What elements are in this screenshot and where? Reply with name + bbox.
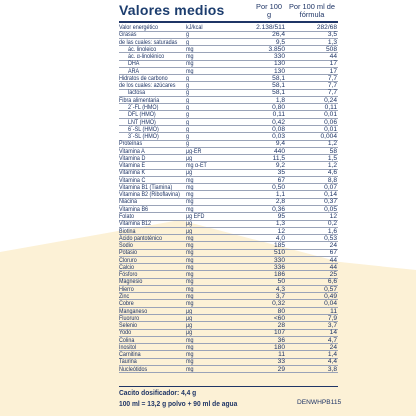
nutrient-unit: g <box>186 140 190 148</box>
nutrient-name: ác. linoleico <box>128 45 157 53</box>
value-per-100ml: 0,004 <box>320 133 337 141</box>
nutrient-unit: kJ/kcal <box>186 24 203 31</box>
nutrient-name: de los cuales: azúcares <box>119 82 176 90</box>
table-row <box>0 53 416 60</box>
value-per-100g: 1,1 <box>275 191 285 199</box>
table-row <box>0 126 416 133</box>
value-per-100ml: 282/68 <box>316 24 337 31</box>
nutrient-name: Potasio <box>119 249 138 257</box>
nutrient-name: 3´-SL (HMO) <box>128 133 159 141</box>
nutrient-unit: mg <box>186 176 194 184</box>
value-per-100ml: 1,6 <box>327 227 337 235</box>
nutrient-name: Hierro <box>119 285 134 293</box>
column-header-per-100ml: Por 100 ml de fórmula <box>288 2 335 19</box>
table-row <box>0 75 416 82</box>
value-per-100ml: 0,07 <box>324 183 337 191</box>
value-per-100ml: 1,3 <box>327 38 337 46</box>
nutrient-unit: mg <box>186 183 194 191</box>
value-per-100g: 0,42 <box>272 118 285 126</box>
value-per-100g: 35 <box>277 169 285 177</box>
nutrient-unit: mg <box>186 358 194 366</box>
nutrient-unit: mg <box>186 365 194 373</box>
value-per-100g: 67 <box>277 176 285 184</box>
footer-rule <box>119 386 338 387</box>
value-per-100ml: 1,5 <box>327 154 337 162</box>
nutrient-name: Magnesio <box>119 278 143 286</box>
value-per-100g: 36 <box>277 336 285 344</box>
value-per-100g: 9,5 <box>275 38 285 46</box>
nutrient-name: Hidratos de carbono <box>119 74 168 82</box>
table-row <box>0 235 416 242</box>
value-per-100ml: 25 <box>329 271 337 279</box>
nutrient-unit: mg <box>186 256 194 264</box>
value-per-100g: 186 <box>273 271 285 279</box>
table-row <box>0 198 416 205</box>
value-per-100g: 11,5 <box>272 154 285 162</box>
nutrient-unit: mg <box>186 285 194 293</box>
value-per-100ml: 0,11 <box>324 103 337 111</box>
value-per-100ml: 67 <box>329 249 337 257</box>
value-per-100g: 9,2 <box>275 162 285 170</box>
nutrient-unit: mg <box>186 278 194 286</box>
table-row <box>0 104 416 111</box>
nutrient-name: Cloruro <box>119 256 137 264</box>
nutrient-name: Selenio <box>119 322 138 330</box>
value-per-100g: 330 <box>273 53 285 61</box>
nutrient-unit: mg <box>186 351 194 359</box>
table-row <box>0 184 416 191</box>
table-row <box>0 322 416 329</box>
table-row <box>0 162 416 169</box>
value-per-100g: 58,1 <box>272 89 285 97</box>
nutrient-unit: mg <box>186 343 194 351</box>
value-per-100g: 95 <box>277 213 285 221</box>
value-per-100ml: 44 <box>329 53 337 61</box>
preparation-info: 100 ml = 13,2 g polvo + 90 ml de agua <box>119 399 238 408</box>
table-row <box>0 82 416 89</box>
table-row <box>0 111 416 118</box>
nutrient-name: Niacina <box>119 198 138 206</box>
value-per-100ml: 44 <box>329 263 337 271</box>
table-row <box>0 228 416 235</box>
table-row <box>0 213 416 220</box>
value-per-100g: 1,8 <box>275 96 285 104</box>
value-per-100ml: 44 <box>329 256 337 264</box>
table-row <box>0 351 416 358</box>
value-per-100ml: 0,05 <box>324 205 337 213</box>
nutrient-unit: mg <box>186 60 194 68</box>
nutrient-name: Folato <box>119 213 135 221</box>
value-per-100ml: 7,7 <box>327 89 337 97</box>
value-per-100g: 0,11 <box>272 111 285 119</box>
value-per-100ml: 0,04 <box>324 300 337 308</box>
value-per-100ml: 58 <box>329 147 337 155</box>
value-per-100g: 80 <box>277 307 285 315</box>
value-per-100ml: 0,24 <box>324 96 337 104</box>
nutrient-unit: mg <box>186 300 194 308</box>
nutrient-name: Inositol <box>119 343 137 351</box>
nutrient-unit: μg <box>186 314 193 322</box>
value-per-100ml: 12 <box>329 213 337 221</box>
table-row <box>0 97 416 104</box>
nutrient-name: Vitamina D <box>119 154 146 162</box>
value-per-100ml: 0,53 <box>324 234 337 242</box>
nutrient-name: Colina <box>119 336 135 344</box>
nutrient-name: DHA <box>128 60 140 68</box>
nutrient-name: Grasas <box>119 31 137 39</box>
nutrient-name: Vitamina B2 (Riboflavina) <box>119 191 180 199</box>
nutrient-name: Biotina <box>119 227 136 235</box>
value-per-100g: 50 <box>277 278 285 286</box>
value-per-100g: 510 <box>273 249 285 257</box>
value-per-100g: 336 <box>273 263 285 271</box>
nutrient-unit: g <box>186 38 190 46</box>
nutrient-unit: g <box>186 111 190 119</box>
nutrient-unit: g <box>186 82 190 90</box>
table-row <box>0 39 416 46</box>
scoop-info: Cacito dosificador: 4,4 g <box>119 388 197 397</box>
nutrient-unit: mg <box>186 53 194 61</box>
table-row <box>0 278 416 285</box>
table-row <box>0 329 416 336</box>
nutrient-unit: mg <box>186 205 194 213</box>
value-per-100ml: 17 <box>329 67 337 75</box>
table-row <box>0 220 416 227</box>
value-per-100g: 330 <box>273 256 285 264</box>
table-row <box>0 68 416 75</box>
nutrient-unit: μg EFD <box>186 213 205 221</box>
nutrient-name: Carnitina <box>119 351 141 359</box>
nutrient-unit: mg α-ET <box>186 162 207 170</box>
header-rule <box>119 21 338 23</box>
value-per-100g: 29 <box>277 365 285 373</box>
value-per-100g: 11 <box>278 351 285 359</box>
table-row <box>0 286 416 293</box>
value-per-100g: 4,3 <box>275 285 285 293</box>
nutrient-name: Fibra alimentaria <box>119 96 160 104</box>
nutrient-unit: g <box>186 96 190 104</box>
nutrient-unit: μg <box>186 169 193 177</box>
nutrient-name: Zinc <box>119 292 130 300</box>
value-per-100ml: 3,7 <box>327 322 337 330</box>
nutrient-unit: g <box>186 89 190 97</box>
value-per-100ml: 0,01 <box>324 111 337 119</box>
nutrient-unit: μg <box>186 322 193 330</box>
value-per-100g: 3.850 <box>268 45 285 53</box>
nutrient-name: Vitamina E <box>119 162 146 170</box>
nutrient-name: Vitamina B6 <box>119 205 149 213</box>
nutrient-unit: μg-ER <box>186 147 202 155</box>
value-per-100ml: 14 <box>329 329 337 337</box>
table-row <box>0 264 416 271</box>
nutrient-unit: mg <box>186 292 194 300</box>
nutrient-name: Vitamina B12 <box>119 220 152 228</box>
nutrient-name: 6´-SL (HMO) <box>128 125 159 133</box>
value-per-100ml: 1,2 <box>327 140 337 148</box>
nutrient-unit: g <box>186 31 190 39</box>
row-divider <box>119 372 338 373</box>
value-per-100g: 12 <box>277 227 285 235</box>
value-per-100g: 130 <box>273 67 285 75</box>
nutrient-unit: g <box>186 74 190 82</box>
nutrient-unit: mg <box>186 45 194 53</box>
value-per-100ml: 24 <box>329 343 337 351</box>
column-header-per-100g: Por 100 g <box>256 2 282 19</box>
nutrient-unit: mg <box>186 263 194 271</box>
table-row <box>0 249 416 256</box>
value-per-100g: 185 <box>273 242 285 250</box>
table-row <box>0 169 416 176</box>
table-row <box>0 133 416 140</box>
nutrient-name: Ácido pantoténico <box>119 234 162 242</box>
value-per-100g: 58,1 <box>272 74 285 82</box>
nutrient-name: Proteínas <box>119 140 143 148</box>
table-row <box>0 358 416 365</box>
table-row <box>0 60 416 67</box>
table-row <box>0 148 416 155</box>
nutrient-unit: mg <box>186 242 194 250</box>
table-row <box>0 155 416 162</box>
table-row <box>0 191 416 198</box>
value-per-100g: 9,4 <box>275 140 285 148</box>
value-per-100ml: 7,7 <box>327 74 337 82</box>
table-row <box>0 46 416 53</box>
nutrient-name: Fluoruro <box>119 314 140 322</box>
table-row <box>0 89 416 96</box>
value-per-100g: 33 <box>277 358 285 366</box>
value-per-100g: 58,1 <box>272 82 285 90</box>
table-row <box>0 140 416 147</box>
value-per-100g: 0,03 <box>272 133 285 141</box>
value-per-100g: 107 <box>273 329 285 337</box>
nutrient-name: Manganeso <box>119 307 148 315</box>
value-per-100g: 0,08 <box>272 125 285 133</box>
nutrient-name: Yodo <box>119 329 132 337</box>
value-per-100ml: 17 <box>329 60 337 68</box>
value-per-100ml: 4,4 <box>327 358 337 366</box>
nutrient-name: 2´-FL (HMO) <box>128 103 159 111</box>
table-row <box>0 242 416 249</box>
value-per-100ml: 508 <box>325 45 337 53</box>
table-title: Valores medios <box>119 2 225 18</box>
value-per-100g: 1,3 <box>275 220 285 228</box>
table-row <box>0 177 416 184</box>
value-per-100g: 0,50 <box>272 183 285 191</box>
nutrient-name: Vitamina K <box>119 169 146 177</box>
nutrient-unit: mg <box>186 191 194 199</box>
value-per-100ml: 0,37 <box>324 198 337 206</box>
value-per-100ml: 7,7 <box>327 82 337 90</box>
table-row <box>0 271 416 278</box>
value-per-100ml: 3,8 <box>327 365 337 373</box>
value-per-100g: 0,36 <box>272 205 285 213</box>
table-row <box>0 119 416 126</box>
table-row <box>0 315 416 322</box>
value-per-100ml: 3,5 <box>327 31 337 39</box>
value-per-100g: 130 <box>273 60 285 68</box>
value-per-100ml: 0,57 <box>324 285 337 293</box>
product-code: DENWHPB115 <box>297 399 342 406</box>
table-row <box>0 366 416 373</box>
nutrient-name: lactosa <box>128 89 146 97</box>
nutrient-unit: mg <box>186 67 194 75</box>
value-per-100ml: 0,49 <box>324 292 337 300</box>
nutrient-name: Vitamina A <box>119 147 145 155</box>
nutrient-name: Nucleótidos <box>119 365 148 373</box>
value-per-100g: 180 <box>273 343 285 351</box>
nutrient-name: DFL (HMO) <box>128 111 156 119</box>
nutrient-unit: g <box>186 103 190 111</box>
value-per-100g: 0,32 <box>272 300 285 308</box>
nutrient-name: de las cuales: saturadas <box>119 38 178 46</box>
value-per-100ml: 8,8 <box>327 176 337 184</box>
value-per-100ml: 0,06 <box>324 118 337 126</box>
table-row <box>0 24 416 31</box>
nutrient-name: Valor energético <box>119 24 158 31</box>
value-per-100ml: 1,4 <box>327 351 337 359</box>
value-per-100g: <60 <box>273 314 285 322</box>
value-per-100g: 4,0 <box>275 234 285 242</box>
nutrient-name: LNT (HMO) <box>128 118 156 126</box>
value-per-100ml: 11 <box>330 307 337 315</box>
value-per-100ml: 0,14 <box>324 191 337 199</box>
value-per-100g: 3,7 <box>275 292 285 300</box>
nutrient-name: Vitamina B1 (Tiamina) <box>119 183 173 191</box>
nutrient-unit: mg <box>186 336 194 344</box>
table-row <box>0 293 416 300</box>
nutrient-unit: g <box>186 133 190 141</box>
value-per-100g: 28 <box>277 322 285 330</box>
nutrient-unit: g <box>186 118 190 126</box>
table-row <box>0 308 416 315</box>
value-per-100g: 2,8 <box>275 198 285 206</box>
nutrient-unit: μg <box>186 307 193 315</box>
nutrient-unit: mg <box>186 234 194 242</box>
nutrient-name: Sodio <box>119 242 133 250</box>
value-per-100ml: 4,7 <box>327 336 337 344</box>
nutrient-name: ARA <box>128 67 140 75</box>
value-per-100ml: 0,2 <box>327 220 337 228</box>
value-per-100g: 0,80 <box>272 103 285 111</box>
nutrient-name: Taurina <box>119 358 137 366</box>
nutrient-unit: μg <box>186 154 193 162</box>
nutrient-unit: g <box>186 125 190 133</box>
table-row <box>0 257 416 264</box>
value-per-100ml: 6,6 <box>327 278 337 286</box>
nutrient-unit: mg <box>186 249 194 257</box>
nutrient-name: Fósforo <box>119 271 138 279</box>
nutrient-unit: μg <box>186 220 193 228</box>
value-per-100ml: 7,9 <box>327 314 337 322</box>
nutrient-name: Calcio <box>119 263 135 271</box>
value-per-100g: 26,4 <box>272 31 285 39</box>
value-per-100ml: 0,01 <box>324 125 337 133</box>
nutrient-name: Cobre <box>119 300 134 308</box>
table-row <box>0 31 416 38</box>
value-per-100ml: 1,2 <box>327 162 337 170</box>
value-per-100g: 440 <box>273 147 285 155</box>
table-row <box>0 344 416 351</box>
nutrient-unit: μg <box>186 329 193 337</box>
nutrient-unit: mg <box>186 271 194 279</box>
table-row <box>0 300 416 307</box>
nutrient-name: ác. α-linolénico <box>128 53 165 61</box>
table-row <box>0 206 416 213</box>
nutrient-name: Vitamina C <box>119 176 146 184</box>
nutrient-unit: μg <box>186 227 193 235</box>
value-per-100ml: 4,6 <box>327 169 337 177</box>
value-per-100ml: 24 <box>329 242 337 250</box>
table-row <box>0 337 416 344</box>
value-per-100g: 2.138/511 <box>256 24 285 31</box>
nutrient-unit: mg <box>186 198 194 206</box>
